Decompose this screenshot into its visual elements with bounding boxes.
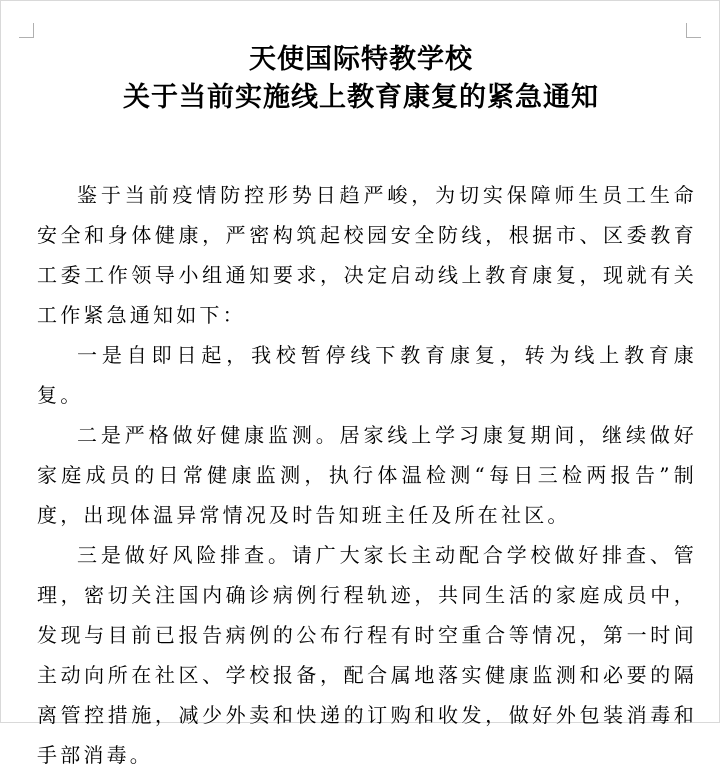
paragraph-item-2: 二是严格做好健康监测。居家线上学习康复期间，继续做好家庭成员的日常健康监测，执行体温检测“每日三检两报告”制度，出现体温异常情况及时告知班主任及所在社区。 bbox=[37, 423, 697, 527]
crop-mark-top-left bbox=[19, 23, 34, 38]
paragraph-item-1: 一是自即日起，我校暂停线下教育康复，转为线上教育康复。 bbox=[37, 343, 697, 407]
paragraph-intro: 鉴于当前疫情防控形势日趋严峻，为切实保障师生员工生命安全和身体健康，严密构筑起校园安全防线，根据市、区委教育工委工作领导小组通知要求，决定启动线上教育康复，现就有关工作紧急通知如下： bbox=[37, 183, 697, 327]
document-title-line-2: 关于当前实施线上教育康复的紧急通知 bbox=[123, 82, 599, 113]
document-title-line-1: 天使国际特教学校 bbox=[249, 44, 473, 75]
crop-mark-top-right bbox=[686, 23, 701, 38]
paragraph-item-3: 三是做好风险排查。请广大家长主动配合学校做好排查、管理，密切关注国内确诊病例行程轨迹，共同生活的家庭成员中，发现与目前已报告病例的公布行程有时空重合等情况，第一时间主动向所在社区、学校报备，配合属地落实健康监测和必要的隔离管控措施，减少外卖和快递的订购和收发，做好外包装消毒和手部消毒。 bbox=[37, 543, 697, 767]
document-body bbox=[37, 175, 697, 775]
